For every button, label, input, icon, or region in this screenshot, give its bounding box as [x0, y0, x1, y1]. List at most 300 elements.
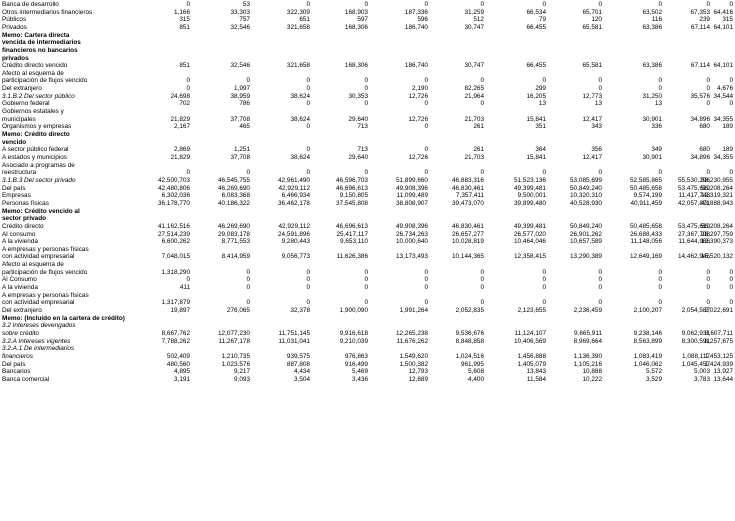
table-cell: 10,464,046: [514, 238, 546, 246]
row-label: vencido: [2, 138, 27, 146]
table-cell: 189: [722, 146, 733, 154]
row-label: A sector público federal: [2, 146, 69, 154]
row-label: 3.2 Intereses devengados: [2, 322, 76, 330]
table-cell: 1,210,735: [221, 352, 250, 360]
table-cell: 46,830,461: [452, 184, 484, 192]
table-cell: 9,574,199: [633, 192, 662, 200]
table-cell: 11,124,107: [514, 329, 546, 337]
table-cell: 0: [364, 85, 368, 93]
table-cell: 315: [179, 16, 190, 24]
table-cell: 364: [535, 146, 546, 154]
table-cell: 8,771,553: [221, 238, 250, 246]
table-cell: 349: [651, 146, 662, 154]
table-cell: 0: [598, 284, 602, 292]
table-cell: 28,297,759: [701, 230, 733, 238]
table-cell: 67,353: [690, 8, 710, 16]
table-cell: 322,309: [286, 8, 310, 16]
table-cell: 976,863: [344, 352, 368, 360]
table-cell: 0: [306, 284, 310, 292]
table-cell: 0: [480, 299, 484, 307]
table-cell: 1,549,620: [399, 352, 428, 360]
table-cell: 0: [729, 284, 733, 292]
table-cell: 13: [654, 100, 662, 108]
table-cell: 26,901,262: [570, 230, 602, 238]
table-cell: 9,210,039: [339, 337, 368, 345]
table-cell: 0: [658, 284, 662, 292]
table-cell: 30,901: [642, 154, 662, 161]
table-cell: 0: [598, 85, 602, 93]
table-cell: 11,584: [526, 375, 546, 383]
table-cell: 0: [658, 169, 662, 177]
table-cell: 11,417,748: [678, 192, 710, 200]
table-cell: 36,178,770: [158, 199, 190, 207]
table-cell: 0: [186, 85, 190, 93]
table-cell: 0: [598, 1, 602, 8]
table-cell: 24,698: [170, 92, 190, 100]
table-cell: 13,290,389: [570, 253, 602, 261]
table-cell: 29,640: [348, 154, 368, 161]
table-cell: 596: [417, 16, 428, 24]
row-label: Banca de desarrollo: [2, 1, 59, 8]
table-cell: 651: [299, 16, 310, 24]
table-cell: 1,500,382: [399, 360, 428, 368]
table-cell: 6,083,368: [221, 192, 250, 200]
table-cell: 9,093: [234, 375, 250, 383]
table-cell: 0: [729, 169, 733, 177]
table-cell: 37,708: [230, 115, 250, 123]
table-cell: 10,144,365: [452, 253, 484, 261]
table-cell: 0: [480, 77, 484, 85]
table-cell: 8,667,762: [161, 329, 190, 337]
table-cell: 53,085,699: [570, 176, 602, 184]
table-cell: 34,355: [713, 154, 733, 161]
table-cell: 11,751,145: [278, 329, 310, 337]
table-cell: 11,676,262: [396, 337, 428, 345]
row-label: A estados y municipios: [2, 154, 68, 161]
table-row: [0, 323, 735, 338]
table-cell: 46,883,316: [452, 176, 484, 184]
table-cell: 66,455: [526, 62, 546, 70]
table-cell: 0: [424, 1, 428, 8]
table-cell: 0: [424, 146, 428, 154]
row-label: 3.1.B.3 Del sector privado: [2, 176, 76, 184]
table-cell: 14,462,945: [678, 253, 710, 261]
table-cell: 351: [535, 123, 546, 131]
table-cell: 38,624: [290, 154, 310, 161]
table-cell: 0: [729, 77, 733, 85]
table-cell: 53,475,619: [678, 184, 710, 192]
table-cell: 34,896: [690, 115, 710, 123]
table-cell: 50,485,658: [630, 184, 662, 192]
table-cell: 26,688,433: [630, 230, 662, 238]
row-label: Del país: [2, 184, 26, 192]
table-cell: 12,319,321: [701, 192, 733, 200]
table-row: [0, 163, 735, 178]
table-cell: 12,390,373: [701, 238, 733, 246]
table-cell: 21,703: [464, 154, 484, 161]
table-cell: 0: [364, 169, 368, 177]
table-cell: 15,520,132: [701, 253, 733, 261]
table-cell: 34,544: [713, 92, 733, 100]
row-label: A empresas y personas físicas: [2, 245, 89, 253]
table-cell: 5,003: [694, 368, 710, 376]
table-cell: 37,708: [230, 154, 250, 161]
table-cell: 0: [424, 284, 428, 292]
table-cell: 13,927: [713, 368, 733, 376]
table-cell: 0: [658, 299, 662, 307]
table-cell: 12,417: [582, 154, 602, 161]
row-label: Asociado a programas de: [2, 161, 75, 169]
table-cell: 1,105,216: [573, 360, 602, 368]
table-cell: 0: [542, 169, 546, 177]
table-cell: 10,406,569: [514, 337, 546, 345]
table-cell: 36,462,178: [278, 199, 310, 207]
table-cell: 851: [179, 62, 190, 70]
table-cell: 10,657,589: [570, 238, 602, 246]
table-cell: 42,057,871: [678, 199, 710, 207]
table-cell: 4,895: [174, 368, 190, 376]
table-cell: 64,101: [713, 23, 733, 31]
table-cell: 13: [538, 100, 546, 108]
table-cell: 1,900,090: [339, 307, 368, 314]
table-cell: 0: [306, 1, 310, 8]
table-cell: 187,336: [404, 8, 428, 16]
table-row: [0, 262, 735, 277]
table-cell: 0: [246, 276, 250, 284]
table-cell: 12,689: [408, 375, 428, 383]
table-cell: 0: [424, 276, 428, 284]
table-row: [0, 132, 735, 147]
table-row: [0, 285, 735, 293]
table-row: [0, 209, 735, 224]
table-row: [0, 33, 735, 64]
table-cell: 465: [239, 123, 250, 131]
table-cell: 120: [591, 16, 602, 24]
table-cell: 0: [706, 100, 710, 108]
table-cell: 34,896: [690, 154, 710, 161]
table-cell: 38,808,907: [396, 199, 428, 207]
table-cell: 1,251: [234, 146, 250, 154]
table-cell: 1,166: [174, 8, 190, 16]
table-cell: 12,726: [408, 92, 428, 100]
row-label: Organismos y empresas: [2, 123, 72, 131]
table-cell: 9,217: [234, 368, 250, 376]
table-cell: 42,480,806: [158, 184, 190, 192]
table-cell: 4,676: [717, 85, 733, 93]
table-cell: 0: [706, 268, 710, 276]
table-cell: 8,607,711: [705, 329, 733, 337]
table-cell: 0: [424, 100, 428, 108]
table-cell: 63,386: [642, 23, 662, 31]
table-cell: 0: [706, 1, 710, 8]
table-cell: 43,888,943: [701, 199, 733, 207]
table-cell: 40,528,930: [570, 199, 602, 207]
row-label: Bancarios: [2, 368, 31, 376]
table-cell: 37,545,808: [336, 199, 368, 207]
table-cell: 30,353: [348, 92, 368, 100]
table-cell: 9,150,805: [339, 192, 368, 200]
table-cell: 0: [658, 276, 662, 284]
table-cell: 49,908,396: [396, 184, 428, 192]
table-cell: 186,740: [404, 23, 428, 31]
table-cell: 0: [542, 77, 546, 85]
table-cell: 2,022,691: [704, 307, 733, 314]
table-cell: 2,167: [174, 123, 190, 131]
table-cell: 2,054,587: [681, 307, 710, 314]
table-cell: 29,083,178: [218, 230, 250, 238]
table-cell: 58,230,955: [701, 176, 733, 184]
table-cell: 0: [364, 1, 368, 8]
row-label: reestructura: [2, 169, 37, 177]
row-label: A la vivienda: [2, 284, 38, 292]
row-label: 3.2.A.1 De intermediarios: [2, 345, 75, 353]
table-cell: 0: [306, 77, 310, 85]
table-cell: 0: [706, 169, 710, 177]
table-cell: 5,608: [468, 368, 484, 376]
table-cell: 9,665,911: [574, 329, 602, 337]
table-row: [0, 63, 735, 71]
table-cell: 50,485,658: [630, 222, 662, 230]
table-cell: 46,696,613: [336, 222, 368, 230]
table-cell: 11,626,386: [336, 253, 368, 261]
table-cell: 65,701: [582, 8, 602, 16]
table-cell: 0: [658, 1, 662, 8]
table-cell: 49,908,396: [396, 222, 428, 230]
table-cell: 42,500,703: [158, 176, 190, 184]
table-cell: 63,386: [642, 62, 662, 70]
table-cell: 0: [424, 299, 428, 307]
table-cell: 0: [480, 1, 484, 8]
table-cell: 336: [651, 123, 662, 131]
row-label: Afecto al esquema de: [2, 69, 64, 77]
table-cell: 11,267,178: [218, 337, 250, 345]
row-label: Al Consumo: [2, 276, 37, 284]
table-cell: 9,916,618: [339, 329, 368, 337]
table-cell: 2,190: [412, 85, 428, 93]
table-cell: 0: [706, 299, 710, 307]
table-cell: 26,657,277: [452, 230, 484, 238]
table-cell: 15,841: [526, 154, 546, 161]
table-cell: 8,300,591: [681, 337, 710, 345]
table-cell: 53: [242, 1, 250, 8]
table-cell: 52,585,865: [630, 176, 662, 184]
table-cell: 321,658: [286, 62, 310, 70]
table-cell: 12,417: [582, 115, 602, 123]
table-cell: 0: [598, 268, 602, 276]
table-cell: 0: [306, 85, 310, 93]
table-cell: 168,903: [344, 8, 368, 16]
table-cell: 0: [306, 169, 310, 177]
table-cell: 40,186,322: [218, 199, 250, 207]
table-cell: 0: [186, 276, 190, 284]
table-cell: 12,726: [408, 115, 428, 123]
table-cell: 0: [424, 77, 428, 85]
table-cell: 1,136,390: [573, 352, 602, 360]
table-cell: 5,469: [352, 368, 368, 376]
table-cell: 1,083,419: [633, 352, 662, 360]
table-cell: 50,849,240: [570, 222, 602, 230]
table-cell: 757: [239, 16, 250, 24]
table-cell: 502,409: [166, 352, 190, 360]
table-cell: 51,899,660: [396, 176, 428, 184]
table-cell: 31,259: [464, 8, 484, 16]
table-cell: 34,355: [713, 115, 733, 123]
table-cell: 46,696,613: [336, 184, 368, 192]
table-cell: 12,773: [582, 92, 602, 100]
row-label: vencida de intermediarios: [2, 39, 81, 47]
table-cell: 0: [706, 77, 710, 85]
table-cell: 0: [658, 77, 662, 85]
table-cell: 168,306: [344, 62, 368, 70]
table-cell: 11,099,489: [396, 192, 428, 200]
table-cell: 9,062,931: [681, 329, 710, 337]
row-label: privados: [2, 54, 29, 62]
row-label: sector privado: [2, 215, 47, 223]
table-cell: 702: [179, 100, 190, 108]
table-cell: 1,317,879: [161, 299, 190, 307]
table-row: [0, 25, 735, 33]
table-cell: 29,640: [348, 115, 368, 123]
table-cell: 3,436: [352, 375, 368, 383]
table-cell: 30,747: [464, 62, 484, 70]
row-label: Gobiernos estatales y: [2, 108, 64, 116]
table-cell: 1,024,516: [455, 352, 484, 360]
table-cell: 0: [706, 85, 710, 93]
table-cell: 11,031,041: [278, 337, 310, 345]
table-cell: 30,747: [464, 23, 484, 31]
table-row: [0, 109, 735, 124]
row-label: 3.2.A Intereses vigentes: [2, 337, 71, 345]
table-cell: 321,658: [286, 23, 310, 31]
table-cell: 13,173,493: [396, 253, 428, 261]
table-cell: 1,023,576: [221, 360, 250, 368]
table-cell: 6,466,934: [281, 192, 310, 200]
table-cell: 32,378: [290, 307, 310, 314]
table-cell: 27,514,239: [158, 230, 190, 238]
table-cell: 41,162,516: [158, 222, 190, 230]
table-cell: 15,841: [526, 115, 546, 123]
table-cell: 3,529: [646, 375, 662, 383]
table-cell: 343: [591, 123, 602, 131]
table-cell: 39,473,070: [452, 199, 484, 207]
table-cell: 4,434: [294, 368, 310, 376]
table-cell: 11,644,966: [678, 238, 710, 246]
table-cell: 315: [722, 16, 733, 24]
table-cell: 0: [598, 276, 602, 284]
table-cell: 0: [306, 123, 310, 131]
table-cell: 261: [473, 146, 484, 154]
row-label: participación de flujos vencido: [2, 77, 88, 85]
table-cell: 64,416: [713, 8, 733, 16]
table-cell: 7,048,015: [161, 253, 190, 261]
table-cell: 0: [542, 268, 546, 276]
table-cell: 1,046,062: [633, 360, 662, 368]
table-cell: 2,052,835: [455, 307, 484, 314]
table-cell: 1,456,888: [517, 352, 546, 360]
table-cell: 0: [186, 169, 190, 177]
table-row: [0, 377, 735, 385]
table-cell: 38,624: [290, 115, 310, 123]
row-label: Del país: [2, 360, 26, 368]
table-cell: 32,546: [230, 62, 250, 70]
table-cell: 480,560: [166, 360, 190, 368]
table-cell: 1,088,117: [682, 352, 710, 360]
table-cell: 0: [729, 100, 733, 108]
table-cell: 24,591,896: [278, 230, 310, 238]
table-cell: 0: [542, 284, 546, 292]
row-label: Personas físicas: [2, 199, 49, 207]
table-cell: 50,849,240: [570, 184, 602, 192]
table-cell: 9,280,443: [281, 238, 310, 246]
table-cell: 0: [364, 77, 368, 85]
table-cell: 0: [480, 284, 484, 292]
table-cell: 1,405,079: [517, 360, 546, 368]
table-cell: 12,726: [408, 154, 428, 161]
row-label: Empresas: [2, 192, 31, 200]
table-cell: 26,734,263: [396, 230, 428, 238]
table-cell: 66,455: [526, 23, 546, 31]
table-cell: 42,961,490: [278, 176, 310, 184]
table-cell: 30,901: [642, 115, 662, 123]
table-cell: 0: [658, 85, 662, 93]
row-label: participación de flujos vencido: [2, 268, 88, 276]
table-cell: 239: [699, 16, 710, 24]
table-row: [0, 124, 735, 132]
row-label: Otros intermediarios financieros: [2, 8, 93, 16]
table-row: [0, 247, 735, 262]
table-cell: 2,100,207: [633, 307, 662, 314]
row-label: Privados: [2, 23, 27, 31]
table-cell: 3,783: [694, 375, 710, 383]
table-cell: 0: [729, 299, 733, 307]
row-label: Del extranjero: [2, 307, 42, 314]
table-cell: 67,114: [690, 62, 710, 70]
table-cell: 12,793: [408, 368, 428, 376]
table-cell: 67,114: [690, 23, 710, 31]
table-cell: 0: [246, 77, 250, 85]
table-cell: 0: [480, 276, 484, 284]
table-cell: 31,250: [642, 92, 662, 100]
table-cell: 46,269,690: [218, 184, 250, 192]
table-cell: 42,929,112: [278, 184, 310, 192]
table-cell: 56,208,264: [701, 184, 733, 192]
row-label: sobre crédito: [2, 329, 39, 337]
table-cell: 0: [306, 146, 310, 154]
table-cell: 5,572: [646, 368, 662, 376]
table-cell: 51,523,136: [514, 176, 546, 184]
table-row: [0, 339, 735, 347]
table-cell: 8,969,664: [573, 337, 602, 345]
table-cell: 40,911,459: [630, 199, 662, 207]
table-cell: 0: [424, 169, 428, 177]
table-cell: 2,123,655: [517, 307, 546, 314]
table-cell: 1,424,939: [704, 360, 733, 368]
table-cell: 1,045,457: [681, 360, 710, 368]
row-label: financieros no bancarios: [2, 46, 78, 54]
table-cell: 16,205: [526, 92, 546, 100]
row-label: municipales: [2, 115, 36, 123]
row-label: Afecto al esquema de: [2, 261, 64, 269]
table-cell: 12,077,230: [218, 329, 250, 337]
table-cell: 887,808: [286, 360, 310, 368]
table-row: [0, 293, 735, 308]
table-cell: 0: [306, 100, 310, 108]
table-cell: 0: [729, 276, 733, 284]
table-cell: 713: [357, 146, 368, 154]
table-cell: 0: [542, 1, 546, 8]
table-cell: 0: [729, 268, 733, 276]
row-label: Crédito directo: [2, 222, 44, 230]
